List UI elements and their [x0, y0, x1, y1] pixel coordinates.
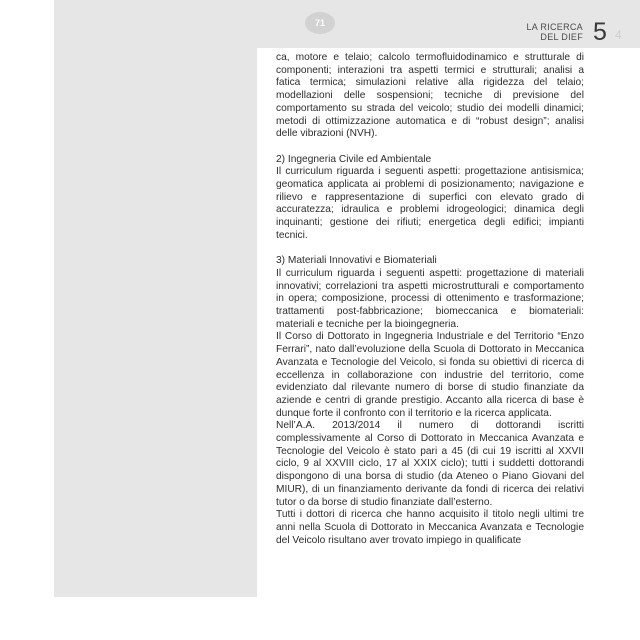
paragraph-spacer	[276, 243, 584, 256]
section-2-heading: 2) Ingegneria Civile ed Ambientale	[276, 153, 432, 165]
section-3-text: Il curriculum riguarda i seguenti aspetti: progettazione di materiali innovativi; correlazioni tra aspetti microstrutturali e comportamento in opera; composizione, processi di ottenimento e trasformazione; trattamenti post-fabbricazione; biomeccanica e biomateriali: materiali e tecniche per la bioingegneria.	[276, 267, 584, 330]
paragraph-anno-accademico: Nell’A.A. 2013/2014 il numero di dottorandi iscritti complessivamente al Corso di Dottorato in Meccanica Avanzata e Tecnologie del Veicolo è stato pari a 45 (di cui 19 iscritti al XXVII ciclo, 9 al XXVIII ciclo, 17 al XXIX ciclo); tutti i suddetti dottorandi dispongono di una borsa di studio (da Ateneo o Piano Giovani del MIUR), di un finanziamento derivante da fondi di ricerca dei relativi tutor o da borse di studio finanziate dall’esterno.	[276, 420, 584, 508]
section-title-line-2: DEL DIEF	[540, 32, 583, 42]
paragraph-dottori: Tutti i dottori di ricerca che hanno acquisito il titolo negli ultimi tre anni nella Scuola di Dottorato in Meccanica Avanzata e Tecnologie del Veicolo risultano aver trovato impiego in qualificate	[276, 509, 584, 546]
section-3-heading: 3) Materiali Innovativi e Biomateriali	[276, 255, 437, 267]
section-title	[526, 22, 583, 42]
sidebar-panel	[54, 48, 257, 597]
chapter-number: 5	[593, 18, 607, 46]
paragraph-corso: Il Corso di Dottorato in Ingegneria Industriale e del Territorio “Enzo Ferrari”, nato dall’evoluzione della Scuola di Dottorato in Meccanica Avanzata e Tecnologie del Veicolo, si fonda su obiettivi di ricerca di eccellenza in collaborazione con industrie del territorio, come evidenziato dal rilevante numero di borse di studio finanziate da aziende e centri di grande prestigio. Accanto alla ricerca di base è dunque forte il confronto con il territorio e la ricerca applicata.	[276, 331, 584, 419]
section-2-text: Il curriculum riguarda i seguenti aspetti: progettazione antisismica; geomatica applicata ai problemi di posizionamento; navigazione e rilievo e rappresentazione di superfici con elevato grado di accuratezza; idraulica e problemi idrogeologici; dinamica degli inquinanti; gestione dei rifiuti; energetica degli edifici; impianti tecnici.	[276, 166, 584, 241]
paragraph-intro: ca, motore e telaio; calcolo termofluidodinamico e strutturale di componenti; interazioni tra aspetti termici e strutturali; analisi a fatica termica; simulazioni relative alla rigidezza del telaio; modellazioni delle sospensioni; tecniche di previsione del comportamento su strada del veicolo; studio dei modelli dinamici; metodi di ottimizzazione automatica e di “robust design”; analisi delle vibrazioni (NVH).	[276, 52, 584, 140]
page-number-badge: 71	[305, 12, 335, 34]
paragraph-spacer	[276, 141, 584, 154]
body-text	[276, 52, 584, 547]
next-chapter-number: 4	[615, 28, 622, 42]
section-title-line-1: LA RICERCA	[526, 22, 583, 32]
